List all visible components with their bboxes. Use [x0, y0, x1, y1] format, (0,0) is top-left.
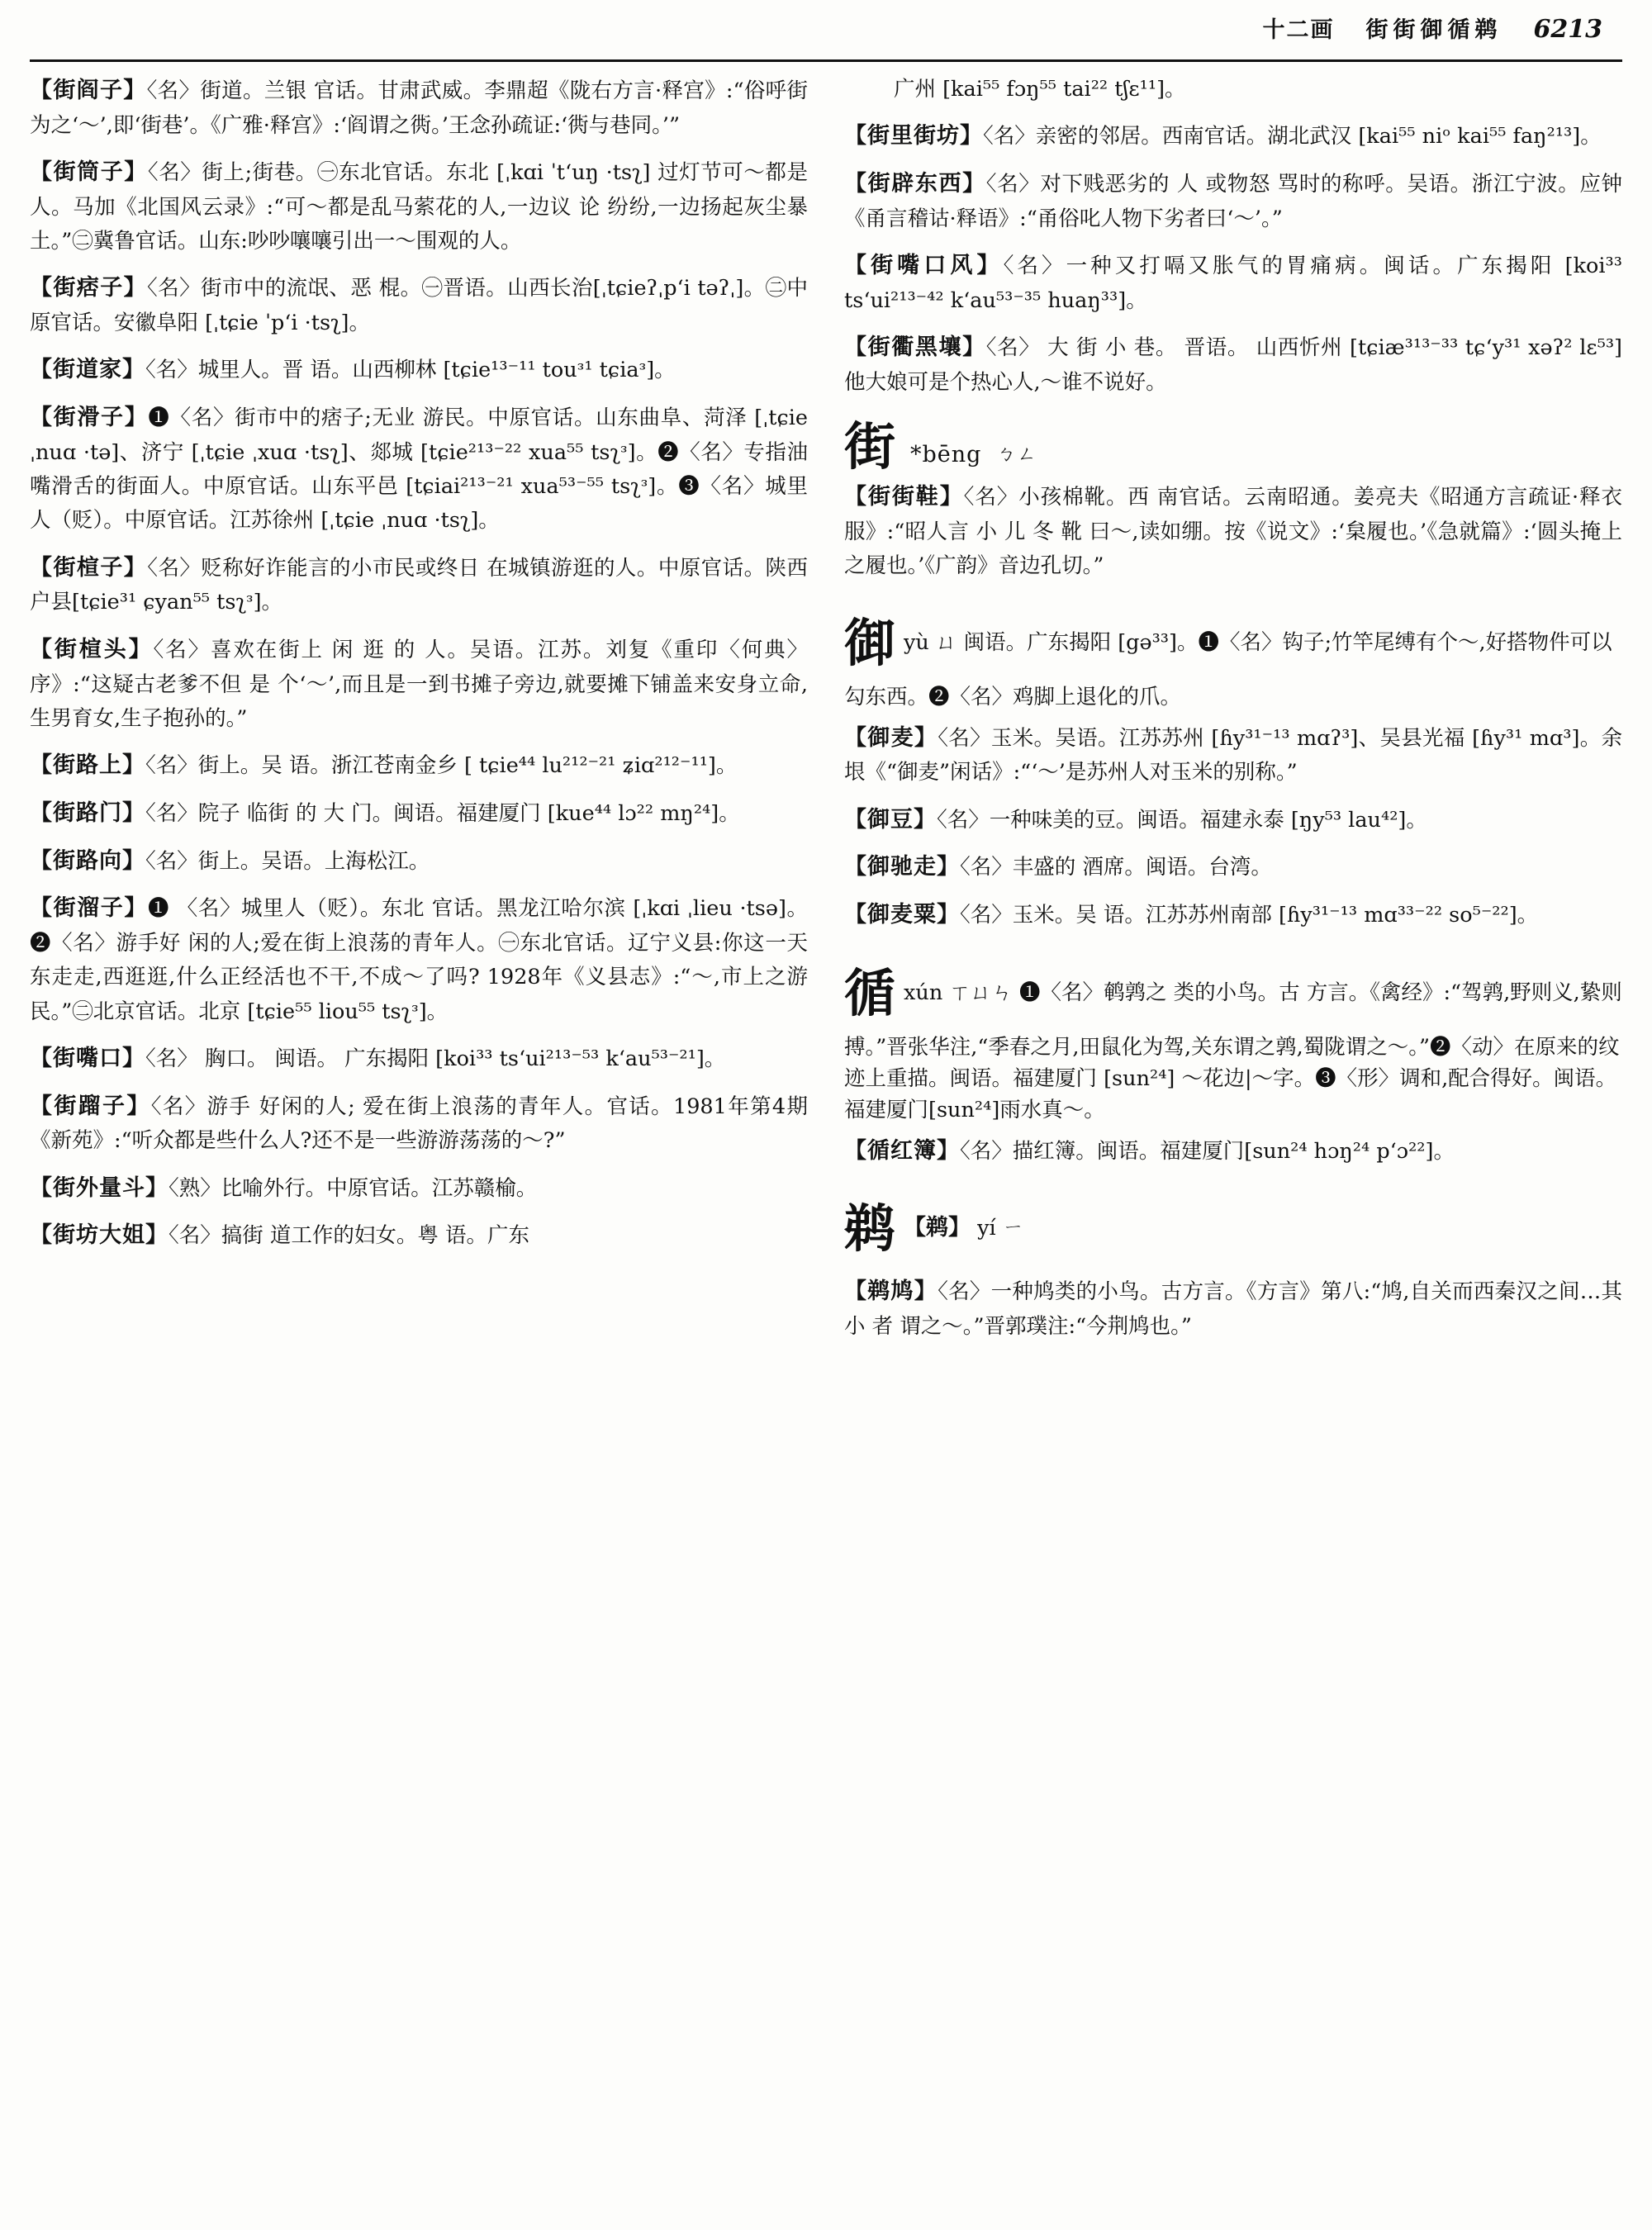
entry-body: 〈熟〉比喻外行。中原官话。江苏赣榆。: [169, 1175, 538, 1201]
head-zhuyin: ㄒㄩㄣ: [949, 980, 1013, 1005]
head-zhuyin: ㄅㄥ: [996, 444, 1038, 466]
left-column: [30, 73, 808, 2218]
entry-headword: 【御麦粟】: [844, 902, 960, 928]
entry-headword: 【街嘴口】: [30, 1045, 145, 1071]
dictionary-entry: [30, 154, 808, 259]
entry-body: ❶ 〈名〉城里人（贬）。东北 官话。黑龙江哈尔滨 [ˌkɑi ˌlieu ·tsə]。❷〈名〉游手好 闲的人;爱在街上浪荡的青年人。㊀东北官话。辽宁义县:你这一天东走走,西逛逛,什么正经活也不干,不成～了吗? 1928年《义县志》:“～,市上之游民。”㊁北京官话。北京 [tɕie⁵⁵ liou⁵⁵ tsʅᵌ]。: [30, 896, 809, 1024]
character-head-xun: [844, 955, 1622, 1127]
page-number: 6213: [1533, 15, 1602, 44]
character-head-jie: [844, 416, 1622, 477]
entry-headword: 【街外量斗】: [30, 1174, 169, 1201]
entry-headword: 【街衢黑壤】: [844, 334, 986, 361]
dictionary-entry: [30, 1170, 808, 1207]
head-zhuyin: ㄩ: [935, 630, 957, 656]
head-pinyin: *bēng: [910, 442, 982, 468]
dictionary-entry: [844, 1274, 1622, 1344]
entry-headword: 【街坊大姐】: [30, 1222, 169, 1249]
entry-body: 〈名〉一种又打嗝又胀气的胃痛病。闽话。广东揭阳 [koi³³ tsʻui²¹³⁻⁴² kʻau⁵³⁻³⁵ huaŋ³³]。: [844, 254, 1622, 313]
entry-headword: 【循红簿】: [844, 1137, 960, 1164]
entry-headword: 【街阎子】: [30, 78, 147, 103]
dictionary-entry: [844, 802, 1622, 838]
entry-body: 〈名〉 大 街 小 巷。 晋语。 山西忻州 [tɕiæ³¹³⁻³³ tɕʻy³¹ xəʔ² lɛ⁵³]他大娘可是个热心人,～谁不说好。: [844, 335, 1623, 395]
dictionary-entry: [30, 1217, 808, 1254]
dictionary-entry: [30, 1089, 808, 1159]
dictionary-entry: [30, 1041, 808, 1077]
head-character: 循: [844, 962, 896, 1023]
entry-headword: 【街道家】: [30, 357, 145, 383]
head-variant-bracket: 【鹈】: [904, 1215, 971, 1241]
entry-body: 〈名〉城里人。晋 语。山西柳林 [tɕie¹³⁻¹¹ touᵌ¹ tɕiaᵌ]。: [145, 358, 676, 383]
dictionary-entry: [30, 890, 808, 1029]
entry-body: 〈名〉院子 临街 的 大 门。闽语。福建厦门 [kue⁴⁴ lɔ²² mŋ²⁴]。: [145, 800, 740, 826]
entry-body: 〈名〉一种鸠类的小鸟。古方言。《方言》第八:“鸠,自关而西秦汉之间…其 小 者 谓之～。”晋郭璞注:“今荆鸠也。”: [844, 1279, 1622, 1340]
right-column: [844, 73, 1622, 2218]
entry-headword: 【街辟东西】: [844, 171, 986, 197]
dictionary-entry: [30, 550, 808, 620]
dictionary-entry: [844, 118, 1622, 154]
entry-headword: 【街滑子】: [30, 405, 149, 431]
entry-body: 闽语。广东揭阳 [gə³³]。❶〈名〉钩子;竹竿尾缚有个～,好搭物件可以勾东西。❷〈名〉鸡脚上退化的爪。: [844, 630, 1612, 710]
page-header: [50, 12, 1602, 53]
entry-body: 〈名〉搞街 道工作的妇女。粤 语。广东: [169, 1223, 529, 1249]
entry-headword: 【街蹓子】: [30, 1093, 151, 1119]
head-zhuyin: ㄧ: [1002, 1216, 1024, 1241]
entry-headword: 【街里街坊】: [844, 123, 983, 149]
dictionary-entry: [30, 843, 808, 880]
entry-body: 〈名〉玉米。吴语。江苏苏州 [ɦy³¹⁻¹³ mɑʔ³]、吴县光福 [ɦy³¹ mɑ³]。余垠《“御麦”闲话》:“‘～’是苏州人对玉米的别称。”: [844, 725, 1623, 785]
entry-body: 〈名〉对下贱恶劣的 人 或物怒 骂时的称呼。吴语。浙江宁波。应钟《甬言稽诂·释语》:“甬俗叱人物下劣者曰‘～’。”: [844, 172, 1622, 231]
dictionary-entry: [844, 897, 1622, 933]
entry-headword: 【御麦】: [844, 724, 938, 751]
head-character: 御: [844, 613, 896, 674]
entry-body: 〈名〉描红簿。闽语。福建厦门[sun²⁴ hɔŋ²⁴ pʻɔ²²]。: [960, 1138, 1455, 1164]
entry-body: 〈名〉街上。吴语。上海松江。: [145, 848, 430, 874]
entry-headword: 【御豆】: [844, 806, 937, 833]
page-columns: [30, 73, 1622, 2218]
dictionary-entry: [30, 400, 808, 539]
dictionary-entry: [30, 73, 808, 143]
entry-continuation: [844, 73, 1622, 107]
head-character: 鹈: [844, 1198, 896, 1260]
entry-headword: 【御驰走】: [844, 854, 960, 880]
entry-headword: 【鹈鸠】: [844, 1279, 938, 1305]
dictionary-entry: [844, 849, 1622, 885]
entry-body: 〈名〉 胸口。 闽语。 广东揭阳 [koi³³ tsʻui²¹³⁻⁵³ kʻau⁵³⁻²¹]。: [145, 1046, 726, 1071]
dictionary-entry: [844, 720, 1622, 790]
head-character: 街: [844, 416, 896, 477]
entry-headword: 【街路门】: [30, 799, 145, 826]
head-pinyin: yù: [904, 630, 929, 656]
dictionary-entry: [30, 747, 808, 784]
header-rule: [30, 59, 1622, 62]
entry-headword: 【街筒子】: [30, 159, 148, 186]
stroke-count-label: 十二画: [1262, 17, 1335, 43]
entry-headword: 【街嘴口风】: [844, 253, 1004, 279]
head-pinyin: yí: [977, 1216, 996, 1241]
character-head-yu: [844, 605, 1622, 713]
entry-headword: 【街痞子】: [30, 275, 148, 301]
dictionary-entry: [30, 352, 808, 388]
entry-headword: 【街路上】: [30, 752, 145, 779]
entry-body: 〈名〉街上。吴 语。浙江苍南金乡 [ tɕie⁴⁴ lu²¹²⁻²¹ ʑiɑ²¹²⁻¹¹]。: [145, 753, 738, 779]
entry-body: 〈名〉街上;街巷。㊀东北官话。东北 [ˌkɑi ˈtʻuŋ ·tsʅ] 过灯节可～都是人。马加《北国风云录》:“可～都是乱马萦花的人,一边议 论 纷纷,一边扬起灰尘暴土。”㊁冀鲁官话。山东:吵吵嚷嚷引出一～围观的人。: [30, 160, 809, 254]
dictionary-entry: [844, 479, 1622, 583]
dictionary-entry: [30, 632, 808, 736]
entry-body: ❶〈名〉街市中的痞子;无业 游民。中原官话。山东曲阜、菏泽 [ˌtɕie ˌnuɑ ·tə]、济宁 [ˌtɕie ˌxuɑ ·tsʅ]、郯城 [tɕie²¹³⁻²² xua⁵⁵ tsʅᵌ]。❷〈名〉专指油嘴滑舌的街面人。中原官话。山东平邑 [tɕiai²¹³⁻²¹ xua⁵³⁻⁵⁵ tsʅᵌ]。❸〈名〉城里人（贬）。中原官话。江苏徐州 [ˌtɕie ˌnuɑ ·tsʅ]。: [30, 406, 808, 534]
entry-body: 〈名〉丰盛的 酒席。闽语。台湾。: [960, 855, 1272, 880]
entry-body: 〈名〉喜欢在街上 闲 逛 的 人。吴语。江苏。刘复《重印〈何典〉序》:“这疑古老爹不但 是 个‘～’,而且是一到书摊子旁边,就要摊下铺盖来安身立命,生男育女,生子抱孙的。”: [30, 637, 808, 731]
dictionary-entry: [844, 166, 1622, 236]
entry-body: 〈名〉街道。兰银 官话。甘肃武威。李鼎超《陇右方言·释宫》:“俗呼街为之‘～’,即‘街巷’。《广雅·释宫》:‘阎谓之衖。’王念孙疏证:‘衖与巷同。’”: [30, 78, 808, 138]
entry-body: ❶〈名〉鹌鹑之 类的小鸟。古 方言。《禽经》:“驾鹑,野则义,絷则搏。”晋张华注,“季春之月,田鼠化为驾,关东谓之鹑,蜀陇谓之～。”❷〈动〉在原来的纹迹上重描。闽语。福建厦门 [sun²⁴] ～花边|～字。❸〈形〉调和,配合得好。闽语。福建厦门[sun²⁴]雨水真～。: [844, 980, 1622, 1123]
entry-body: 〈名〉玉米。吴 语。江苏苏州南部 [ɦy³¹⁻¹³ mɑ³³⁻²² so⁵⁻²²]。: [960, 903, 1539, 928]
entry-body: 〈名〉亲密的邻居。西南官话。湖北武汉 [kai⁵⁵ niᵒ kai⁵⁵ faŋ²¹³]。: [983, 124, 1602, 149]
entry-headword: 【街楦子】: [30, 554, 148, 581]
entry-body: 〈名〉小孩棉靴。西 南官话。云南昭通。姜亮夫《昭通方言疏证·释衣服》:“昭人言 小 儿 冬 靴 曰～,读如绷。按《说文》:‘枲履也。’《急就篇》:‘圆头掩上之履也。’《广韵》音边孔切。”: [844, 485, 1623, 579]
dictionary-entry: [30, 270, 808, 340]
entry-headword: 【街溜子】: [30, 895, 148, 922]
dictionary-entry: [844, 330, 1622, 400]
head-pinyin: xún: [904, 980, 943, 1005]
entry-body: 广州 [kai⁵⁵ fɔŋ⁵⁵ tai²² tʃɛ¹¹]。: [894, 77, 1186, 102]
entry-body: 〈名〉贬称好诈能言的小市民或终日 在城镇游逛的人。中原官话。陕西户县[tɕie³¹ ɕyan⁵⁵ tsʅᵌ]。: [30, 555, 809, 615]
entry-body: 〈名〉游手 好闲的人; 爱在街上浪荡的青年人。官话。1981年第4期《新苑》:“听众都是些什么人?还不是一些游游荡荡的～?”: [30, 1094, 808, 1154]
entry-body: 〈名〉一种味美的豆。闽语。福建永泰 [ŋy⁵³ lau⁴²]。: [937, 807, 1427, 833]
entry-headword: 【街楦头】: [30, 636, 154, 662]
dictionary-entry: [30, 795, 808, 832]
running-head-characters: 街街御循鹈: [1365, 17, 1502, 43]
entry-body: 〈名〉街市中的流氓、恶 棍。㊀晋语。山西长治[ˌtɕieʔˌpʻi təʔˌ]。㊁中原官话。安徽阜阳 [ˌtɕie ˈpʻi ·tsʅ]。: [30, 276, 808, 336]
dictionary-entry: [844, 1133, 1622, 1170]
entry-headword: 【街路向】: [30, 847, 145, 874]
entry-headword: 【街街鞋】: [844, 484, 964, 510]
dictionary-entry: [844, 248, 1622, 318]
character-head-yi: [844, 1190, 1622, 1267]
